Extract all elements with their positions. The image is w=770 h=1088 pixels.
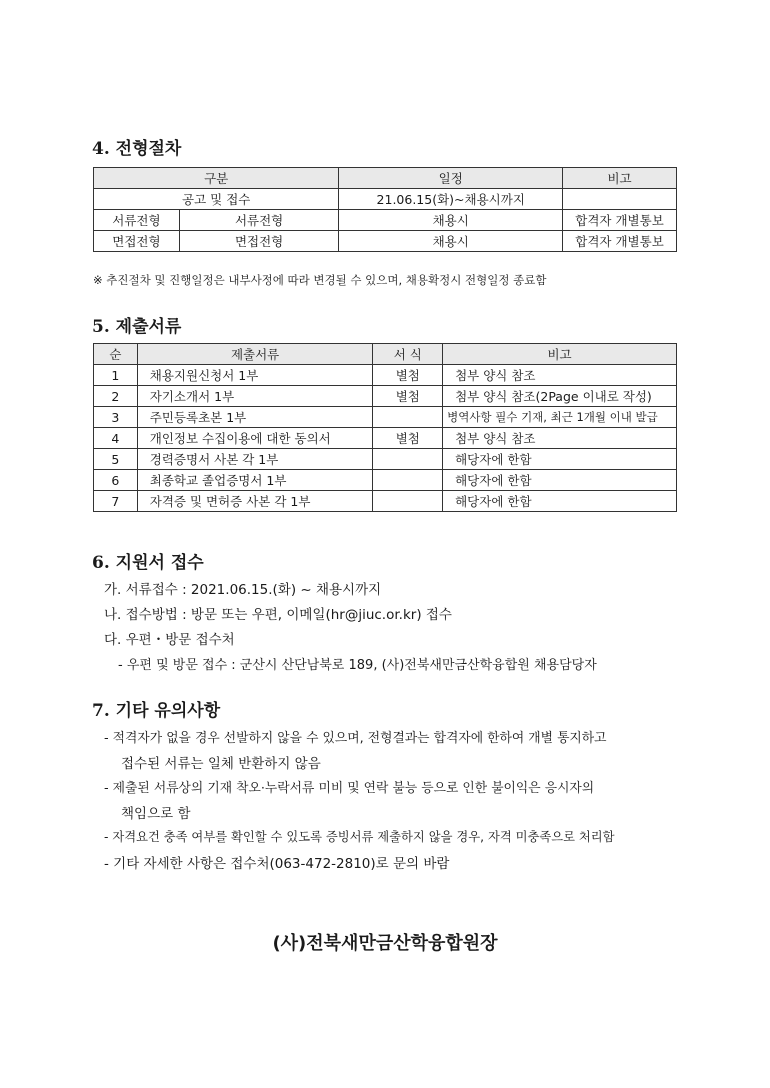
header-category: 구분: [94, 168, 339, 189]
cell-document: 채용지원신청서 1부: [137, 365, 373, 386]
cell-no: 7: [94, 491, 138, 512]
cell-form: [373, 470, 443, 491]
notice-item-2: - 제출된 서류상의 기재 착오·누락서류 미비 및 연락 불능 등으로 인한 불이익은 응시자의: [104, 781, 595, 796]
table-row: [94, 470, 677, 491]
header-schedule: 일정: [339, 168, 563, 189]
cell-no: 2: [94, 386, 138, 407]
cell-document: 주민등록초본 1부: [137, 407, 373, 428]
cell-schedule: 21.06.15(화)~채용시까지: [339, 189, 563, 210]
cell-note: 첨부 양식 참조: [443, 428, 677, 449]
cell-schedule: 채용시: [339, 231, 563, 252]
signature: (사)전북새만금산학융합원장: [272, 933, 498, 954]
application-method: 나. 접수방법 : 방문 또는 우편, 이메일(hr@jiuc.or.kr) 접수: [104, 607, 452, 623]
cell-no: 4: [94, 428, 138, 449]
header-form: 서 식: [373, 344, 443, 365]
cell-note: 해당자에 한함: [443, 470, 677, 491]
application-address: - 우편 및 방문 접수 : 군산시 산단남북로 189, (사)전북새만금산학융합원 채용담당자: [118, 658, 597, 673]
notice-item-3: - 자격요건 충족 여부를 확인할 수 있도록 증빙서류 제출하지 않을 경우, 자격 미충족으로 처리함: [104, 830, 615, 844]
cell-note: 첨부 양식 참조: [443, 365, 677, 386]
cell-form: [373, 491, 443, 512]
cell-schedule: 채용시: [339, 210, 563, 231]
cell-category: 공고 및 접수: [94, 189, 339, 210]
section-7-title: 7. 기타 유의사항: [92, 701, 221, 721]
cell-form: 별첨: [373, 365, 443, 386]
cell-document: 최종학교 졸업증명서 1부: [137, 470, 373, 491]
cell-note: 첨부 양식 참조(2Page 이내로 작성): [443, 386, 677, 407]
cell-substage: 서류전형: [179, 210, 339, 231]
cell-stage: 면접전형: [94, 231, 180, 252]
table-row: [94, 189, 677, 210]
table-header-row: [94, 168, 677, 189]
table-row: [94, 210, 677, 231]
cell-stage: 서류전형: [94, 210, 180, 231]
cell-no: 3: [94, 407, 138, 428]
cell-no: 6: [94, 470, 138, 491]
cell-document: 자기소개서 1부: [137, 386, 373, 407]
cell-document: 경력증명서 사본 각 1부: [137, 449, 373, 470]
notice-item-4: - 기타 자세한 사항은 접수처(063-472-2810)로 문의 바람: [104, 856, 450, 872]
cell-form: [373, 449, 443, 470]
table-row: [94, 491, 677, 512]
table-row: [94, 449, 677, 470]
cell-no: 5: [94, 449, 138, 470]
cell-no: 1: [94, 365, 138, 386]
table-row: [94, 407, 677, 428]
header-note: 비고: [443, 344, 677, 365]
notice-item-2-cont: 책임으로 함: [121, 806, 191, 822]
cell-document: 자격증 및 면허증 사본 각 1부: [137, 491, 373, 512]
cell-form: 별첨: [373, 428, 443, 449]
notice-item-1-cont: 접수된 서류는 일체 반환하지 않음: [121, 756, 321, 772]
cell-note: 합격자 개별통보: [563, 231, 677, 252]
table-row: [94, 365, 677, 386]
section-4-title: 4. 전형절차: [92, 139, 182, 159]
cell-note: 병역사항 필수 기재, 최근 1개월 이내 발급: [443, 407, 677, 428]
cell-note: 해당자에 한함: [443, 491, 677, 512]
cell-form: 별첨: [373, 386, 443, 407]
section-5-title: 5. 제출서류: [92, 317, 182, 337]
process-footnote: ※ 추진절차 및 진행일정은 내부사정에 따라 변경될 수 있으며, 채용확정시 전형일정 종료함: [93, 273, 547, 287]
application-period: 가. 서류접수 : 2021.06.15.(화) ~ 채용시까지: [104, 582, 382, 598]
cell-note: 해당자에 한함: [443, 449, 677, 470]
table-row: [94, 231, 677, 252]
application-location-heading: 다. 우편・방문 접수처: [104, 632, 235, 648]
notice-item-1: - 적격자가 없을 경우 선발하지 않을 수 있으며, 전형결과는 합격자에 한하여 개별 통지하고: [104, 731, 607, 746]
table-row: [94, 386, 677, 407]
documents-table: [93, 343, 677, 512]
header-no: 순: [94, 344, 138, 365]
cell-form: [373, 407, 443, 428]
section-6-title: 6. 지원서 접수: [92, 553, 204, 573]
table-row: [94, 428, 677, 449]
header-note: 비고: [563, 168, 677, 189]
header-document: 제출서류: [137, 344, 373, 365]
cell-note: [563, 189, 677, 210]
cell-substage: 면접전형: [179, 231, 339, 252]
selection-process-table: [93, 167, 677, 252]
cell-note: 합격자 개별통보: [563, 210, 677, 231]
cell-document: 개인정보 수집이용에 대한 동의서: [137, 428, 373, 449]
table-header-row: [94, 344, 677, 365]
